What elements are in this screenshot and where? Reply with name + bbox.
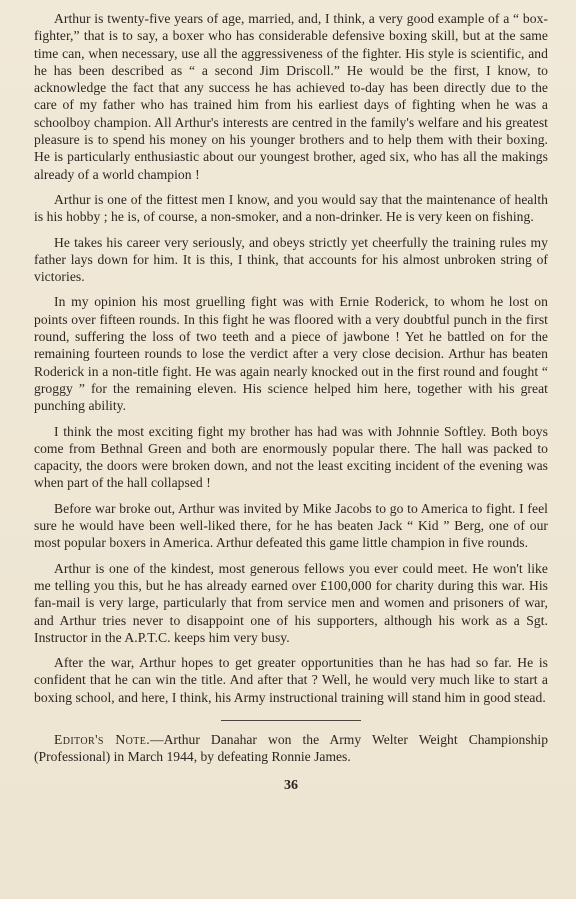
paragraph-2: Arthur is one of the fittest men I know, and you would say that the maintenance of health is his hobby ; he is, of course, a non-smoker, and a non-drinker. He is very keen on fishing.: [34, 191, 548, 225]
editor-note-text: —Arthur Danahar won the Army Welter Weight Championship (Professional) in March 1944, by defeating Ronnie James.: [34, 731, 548, 765]
article-body: [34, 10, 548, 706]
paragraph-7: Arthur is one of the kindest, most generous fellows you ever could meet. He won't like me telling you this, but he has already earned over £100,000 for charity during this war. His fan-mail is very large, particularly that from service men and women and prisoners of war, and Arthur tries never to disappoint one of his supporters, although his work as a Sgt. Instructor in the A.P.T.C. keeps him very busy.: [34, 560, 548, 645]
editor-note-label: Editor's Note.: [54, 731, 151, 747]
paragraph-8: After the war, Arthur hopes to get greater opportunities than he has had so far. He is confident that he can win the title. And after that ? Well, he would very much like to start a boxing school, and here, I think, his Army instructional training will stand him in good stead.: [34, 655, 548, 705]
page-number: 36: [284, 777, 298, 793]
paragraph-1: Arthur is twenty-five years of age, married, and, I think, a very good example of a “ box-fighter,” that is to say, a boxer who has considerable defensive boxing skill, but at the same time can, when necessary, use all the aggressiveness of the fighter. His style is scientific, and he has been described as “ a second Jim Driscoll.” He would be the first, I know, to acknowledge the fact that any success he has achieved to-day has been directly due to the care of my father who has trained him from his earliest days of fighting when he was a schoolboy champion. All Arthur's interests are centred in the family's welfare and his greatest pleasure is to spend his money on his younger brothers and to help them with their boxing. He is particularly enthusiastic about our youngest brother, aged six, who has all the makings already of a world champion !: [34, 11, 548, 182]
editor-note: [34, 731, 548, 766]
section-divider: [221, 720, 361, 721]
paragraph-3: He takes his career very seriously, and obeys strictly yet cheerfully the training rules my father lays down for him. It is this, I think, that accounts for his almost unbroken string of victories.: [34, 234, 548, 285]
paragraph-6: Before war broke out, Arthur was invited by Mike Jacobs to go to America to fight. I feel sure he would have been well-liked there, for he has beaten Jack “ Kid ” Berg, one of our most popular boxers in America. Arthur defeated this game little champion in five rounds.: [34, 500, 548, 551]
paragraph-4: In my opinion his most gruelling fight was with Ernie Roderick, to whom he lost on points over fifteen rounds. In this fight he was floored with a very doubtful punch in the first round, suffering the loss of two teeth and a piece of jawbone ! Yet he battled on for the remaining fourteen rounds to lose the verdict after a very close decision. Arthur has beaten Roderick in a non-title fight. He was again nearly knocked out in the first round and fought “ groggy ” for the remaining eleven. His science helped him here, together with his great punching ability.: [34, 294, 548, 414]
paragraph-5: I think the most exciting fight my brother has had was with Johnnie Softley. Both boys come from Bethnal Green and both are enormously popular there. The hall was packed to capacity, the doors were broken down, and not the least exciting incident of the evening was when part of the hall collapsed !: [34, 423, 548, 491]
